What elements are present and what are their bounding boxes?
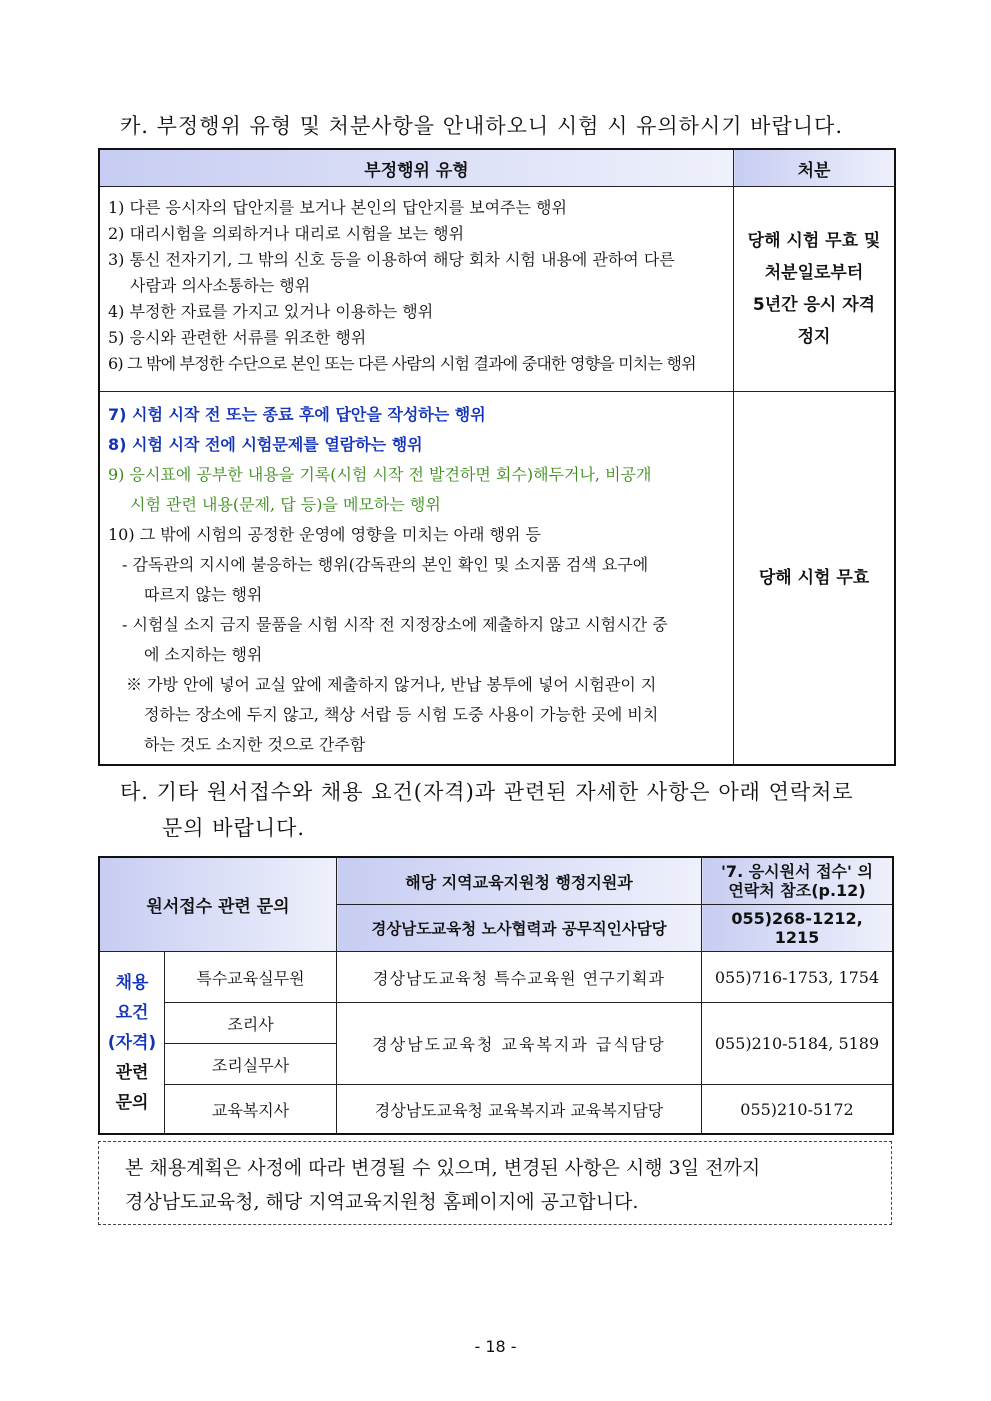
apply-org-1: 해당 지역교육지원청 행정지원과 <box>337 857 702 905</box>
ref-line: '7. 응시원서 접수' 의 <box>721 862 873 881</box>
notice-line: 본 채용계획은 사정에 따라 변경될 수 있으며, 변경된 사항은 시행 3일 전까지 <box>125 1157 761 1179</box>
penalty-group2: 당해 시험 무효 <box>734 392 896 766</box>
apply-org-2: 경상남도교육청 노사협력과 공무직인사담당 <box>337 905 702 952</box>
list-item: 3) 통신 전자기기, 그 밖의 신호 등을 이용하여 해당 회차 시험 내용에 관하여 다른 <box>108 250 675 269</box>
list-item: 5) 응시와 관련한 서류를 위조한 행위 <box>108 328 367 347</box>
header-misconduct-type: 부정행위 유형 <box>99 149 734 187</box>
notice-box <box>98 1141 892 1225</box>
label-line: (자격) <box>107 1032 157 1053</box>
list-item: 7) 시험 시작 전 또는 종료 후에 답안을 작성하는 행위 <box>108 405 486 424</box>
job-title: 조리실무사 <box>165 1044 337 1085</box>
contact-org: 경상남도교육청 특수교육원 연구기획과 <box>337 952 702 1003</box>
section-ka-heading: 카. 부정행위 유형 및 처분사항을 안내하오니 시험 시 유의하시기 바랍니다. <box>120 114 844 138</box>
list-item: ※ 가방 안에 넣어 교실 앞에 제출하지 않거나, 반납 봉투에 넣어 시험관이 지 <box>126 675 657 694</box>
list-item: 10) 그 밖에 시험의 공정한 운영에 영향을 미치는 아래 행위 등 <box>108 525 541 544</box>
misconduct-group1 <box>99 187 734 392</box>
list-item: - 감독관의 지시에 불응하는 행위(감독관의 본인 확인 및 소지품 검색 요구에 <box>122 555 649 574</box>
penalty-line: 처분일로부터 <box>764 263 864 283</box>
penalty-line: 당해 시험 무효 및 <box>747 231 881 251</box>
penalty-line: 5년간 응시 자격 <box>752 295 876 315</box>
requirement-inquiry-label <box>99 952 165 1135</box>
page-number: - 18 - <box>474 1337 517 1356</box>
list-item: 하는 것도 소지한 것으로 간주함 <box>144 735 366 754</box>
apply-inquiry-label: 원서접수 관련 문의 <box>99 857 337 952</box>
list-item: 4) 부정한 자료를 가지고 있거나 이용하는 행위 <box>108 302 434 321</box>
label-line: 관련 <box>115 1062 149 1083</box>
list-item: 1) 다른 응시자의 답안지를 보거나 본인의 답안지를 보여주는 행위 <box>108 198 567 217</box>
header-penalty: 처분 <box>734 149 896 187</box>
ref-line: 연락처 참조(p.12) <box>728 881 866 900</box>
list-item: 시험 관련 내용(문제, 답 등)을 메모하는 행위 <box>130 495 441 514</box>
phone-line: 055)268-1212, <box>731 909 863 928</box>
job-title: 특수교육실무원 <box>165 952 337 1003</box>
label-line: 요건 <box>115 1002 149 1023</box>
list-item: 정하는 장소에 두지 않고, 책상 서랍 등 시험 도중 사용이 가능한 곳에 비치 <box>144 705 659 724</box>
list-item: 9) 응시표에 공부한 내용을 기록(시험 시작 전 발견하면 회수)해두거나, 비공개 <box>108 465 652 484</box>
list-item: 사람과 의사소통하는 행위 <box>130 276 311 295</box>
apply-phone <box>702 905 894 952</box>
list-item: 에 소지하는 행위 <box>144 645 263 664</box>
apply-ref <box>702 857 894 905</box>
job-title: 조리사 <box>165 1003 337 1044</box>
job-title: 교육복지사 <box>165 1085 337 1135</box>
contact-phone: 055)210-5172 <box>702 1085 894 1135</box>
phone-line: 1215 <box>774 928 820 947</box>
contact-phone: 055)716-1753, 1754 <box>702 952 894 1003</box>
heading-line: 문의 바랍니다. <box>162 816 306 840</box>
list-item: 따르지 않는 행위 <box>144 585 263 604</box>
list-item: 6) 그 밖에 부정한 수단으로 본인 또는 다른 사람의 시험 결과에 중대한 영향을 미치는 행위 <box>108 354 696 373</box>
heading-line: 타. 기타 원서접수와 채용 요건(자격)과 관련된 자세한 사항은 아래 연락처로 <box>120 780 854 804</box>
section-ta-heading <box>120 776 854 844</box>
list-item: - 시험실 소지 금지 물품을 시험 시작 전 지정장소에 제출하지 않고 시험시간 중 <box>122 615 668 634</box>
list-item: 2) 대리시험을 의뢰하거나 대리로 시험을 보는 행위 <box>108 224 465 243</box>
penalty-line: 정지 <box>797 327 831 347</box>
label-line: 채용 <box>115 972 149 993</box>
contact-table <box>98 856 894 1135</box>
penalty-group1 <box>734 187 896 392</box>
label-line: 문의 <box>115 1092 149 1113</box>
contact-org: 경상남도교육청 교육복지과 교육복지담당 <box>337 1085 702 1135</box>
notice-line: 경상남도교육청, 해당 지역교육지원청 홈페이지에 공고합니다. <box>125 1191 639 1213</box>
list-item: 8) 시험 시작 전에 시험문제를 열람하는 행위 <box>108 435 423 454</box>
contact-org: 경상남도교육청 교육복지과 급식담당 <box>337 1003 702 1085</box>
misconduct-group2 <box>99 392 734 766</box>
contact-phone: 055)210-5184, 5189 <box>702 1003 894 1085</box>
misconduct-table <box>98 148 896 766</box>
